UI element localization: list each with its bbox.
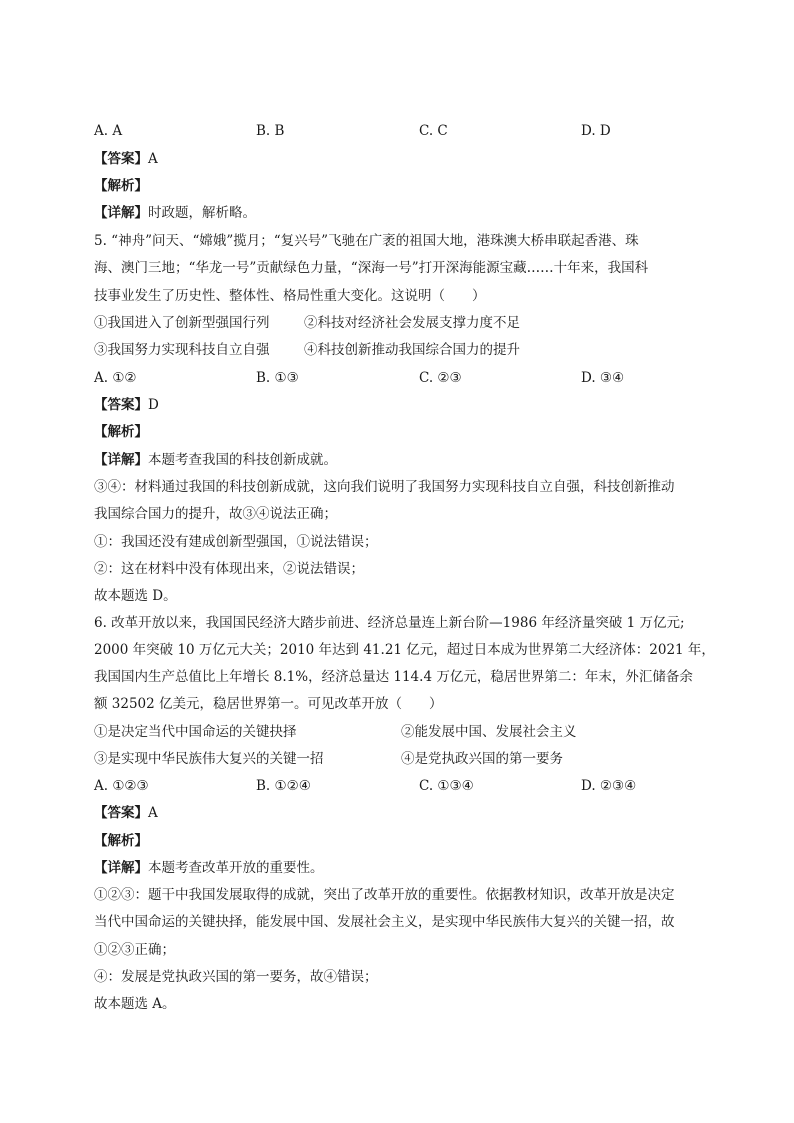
q4-answer [94,146,158,173]
q5-option-a: A. ①② [94,370,137,386]
q6-statements-row [94,746,714,773]
q6-explanation-line: ①②③：题干中我国发展取得的成就，突出了改革开放的重要性。依据教材知识，改革开放是决定 [94,887,675,903]
q5-statement: ①我国进入了创新型强国行列 [94,315,270,331]
q5-explanation-line: ①：我国还没有建成创新型强国，①说法错误； [94,534,378,550]
q4-options [94,118,714,145]
q6-statement: ②能发展中国、发展社会主义 [401,724,577,740]
q6-explanation-line: 当代中国命运的关键抉择，能发展中国、发展社会主义，是实现中华民族伟大复兴的关键一招，故 [94,914,675,930]
q5-detail: 【详解】本题考查我国的科技创新成就。 [94,452,337,468]
q5-statement: ④科技创新推动我国综合国力的提升 [304,342,520,358]
q5-statement: ③我国努力实现科技自立自强 [94,342,270,358]
q5-explanation-line: 故本题选 D。 [94,588,177,604]
q5-stem-line: 海、澳门三地；“华龙一号”贡献绿色力量，“深海一号”打开深海能源宝藏……十年来，我国科 [94,260,649,276]
q5-answer [94,392,159,419]
q6-statement: ①是决定当代中国命运的关键抉择 [94,724,297,740]
q6-statement: ④是党执政兴国的第一要务 [401,751,563,767]
answer-tag: 【答案】 [94,151,148,167]
q6-statement: ③是实现中华民族伟大复兴的关键一招 [94,751,324,767]
q4-analysis-tag: 【解析】 [94,178,148,194]
q6-statements-row [94,719,714,746]
q6-option-d: D. ②③④ [581,778,637,794]
q6-explanation-line: 故本题选 A。 [94,996,176,1012]
answer-tag: 【答案】 [94,397,148,413]
q6-option-b: B. ①②④ [256,778,311,794]
q5-explanation-line: ③④：材料通过我国的科技创新成就，这向我们说明了我国努力实现科技自立自强，科技创新推动 [94,479,675,495]
q5-statements-row [94,337,714,364]
q4-option-c: C. C [419,123,448,139]
q5-statements-row [94,310,714,337]
q6-stem-line: 我国国内生产总值比上年增长 8.1%，经济总量达 114.4 万亿元，稳居世界第二：年末，外汇储备余 [94,669,693,685]
q5-explanation-line: 我国综合国力的提升，故③④说法正确； [94,506,337,522]
q5-option-d: D. ③④ [581,370,625,386]
answer-value: A [148,805,158,821]
q6-option-c: C. ①③④ [419,778,474,794]
q5-explanation-line: ②：这在材料中没有体现出来，②说法错误； [94,561,364,577]
q5-option-c: C. ②③ [419,370,462,386]
q6-detail: 【详解】本题考查改革开放的重要性。 [94,860,324,876]
q6-stem-line: 2000 年突破 10 万亿元大关；2010 年达到 41.21 亿元，超过日本成为世界第二大经济体：2021 年， [94,642,715,658]
q6-analysis-tag: 【解析】 [94,833,148,849]
q6-stem-line: 6. 改革开放以来，我国国民经济大踏步前进、经济总量连上新台阶—1986 年经济量突破 1 万亿元; [94,615,685,631]
q4-option-d: D. D [581,123,611,139]
q5-analysis-tag: 【解析】 [94,424,148,440]
q6-explanation-line: ①②③正确； [94,942,175,958]
q6-stem-line: 额 32502 亿美元，稳居世界第一。可见改革开放（ ） [94,696,443,712]
answer-value: A [148,151,158,167]
q6-options [94,773,714,800]
q4-option-b: B. B [256,123,285,139]
q4-option-a: A. A [94,123,123,139]
q5-option-b: B. ①③ [256,370,299,386]
detail-tag: 【详解】 [94,860,148,876]
q5-options [94,365,714,392]
q5-stem-line: 5. “神舟”问天、“嫦娥”揽月；“复兴号”飞驰在广袤的祖国大地，港珠澳大桥串联起香港、珠 [94,233,639,249]
answer-value: D [148,397,159,413]
answer-tag: 【答案】 [94,805,148,821]
q6-answer [94,800,158,827]
detail-tag: 【详解】 [94,452,148,468]
q6-option-a: A. ①②③ [94,778,149,794]
detail-tag: 【详解】 [94,205,148,221]
q6-explanation-line: ④：发展是党执政兴国的第一要务，故④错误； [94,969,378,985]
q5-statement: ②科技对经济社会发展支撑力度不足 [304,315,520,331]
q5-stem-line: 技事业发生了历史性、整体性、格局性重大变化。这说明（ ） [94,288,486,304]
q4-detail: 【详解】时政题，解析略。 [94,205,256,221]
